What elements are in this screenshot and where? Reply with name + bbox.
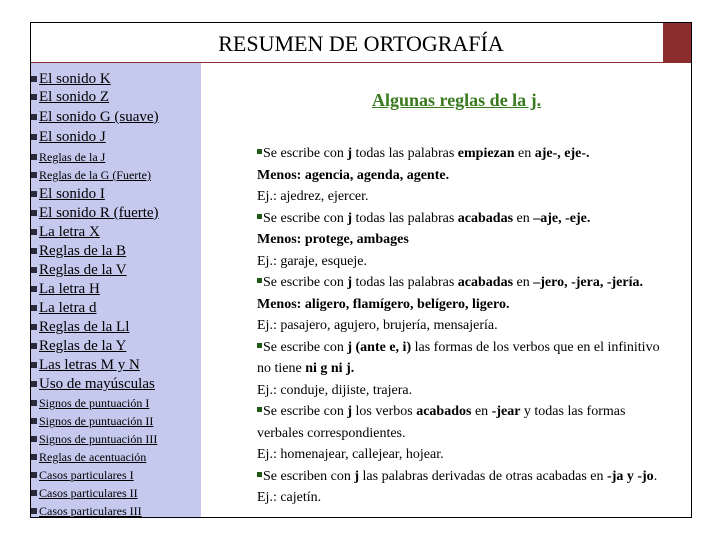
rule-text: acabados [416, 404, 472, 419]
sidebar-item[interactable] [31, 281, 100, 298]
sidebar-link[interactable]: El sonido I [39, 186, 105, 202]
rule-1-example: Ej.: ajedrez, ejercer. [257, 189, 369, 204]
sidebar-link[interactable]: Signos de puntuación I [39, 396, 150, 410]
rule-text: Se escribe con [263, 210, 348, 226]
sidebar-link[interactable]: El sonido J [39, 129, 106, 145]
bullet-icon [31, 134, 37, 140]
bullet-icon [31, 154, 37, 160]
rule-3-exceptions: Menos: aligero, flamígero, belígero, ligero. [257, 296, 510, 312]
bullet-icon [31, 305, 37, 311]
sidebar-link[interactable]: La letra d [39, 300, 97, 316]
rule-text: en [514, 146, 535, 161]
sidebar-item[interactable] [31, 319, 129, 336]
rule-text: -ja y -jo [607, 468, 654, 484]
bullet-icon [31, 76, 37, 82]
bullet-icon [31, 248, 37, 254]
sidebar-link[interactable]: El sonido Z [39, 89, 109, 105]
sidebar-link[interactable]: Reglas de la V [39, 262, 127, 278]
bullet-icon [257, 472, 262, 477]
rule-1-exceptions: Menos: agencia, agenda, agente. [257, 167, 450, 183]
bullet-icon [31, 114, 37, 120]
rule-text: j [347, 275, 353, 290]
sidebar-link[interactable]: Reglas de la J [39, 150, 106, 164]
rule-text: empiezan [457, 146, 515, 161]
rule-text: los verbos [352, 404, 417, 419]
sidebar-item[interactable] [31, 150, 105, 165]
rule-1 [257, 143, 675, 165]
bullet-icon [31, 400, 37, 406]
rule-text: . Ej.: cajetín. [257, 468, 658, 505]
bullet-icon [257, 343, 262, 348]
rule-text: j (ante e, i) [347, 339, 412, 355]
sidebar-item[interactable] [31, 129, 106, 146]
sidebar-link[interactable]: Signos de puntuación II [39, 414, 154, 428]
bullet-icon [31, 324, 37, 330]
sidebar-link[interactable]: Reglas de la G (Fuerte) [39, 168, 151, 182]
rule-text: las palabras derivadas de otras acabadas en [359, 468, 608, 484]
bullet-icon [257, 278, 262, 283]
sidebar-item[interactable] [31, 243, 126, 260]
rule-text: las formas de los verbos que en el infinitivo no tiene [257, 339, 660, 376]
bullet-icon [31, 454, 37, 460]
rule-text: Se escribe con [263, 404, 348, 419]
sidebar-link[interactable]: Reglas de la B [39, 243, 127, 259]
rule-text: Se escriben con [263, 468, 355, 484]
sidebar-item[interactable] [31, 432, 157, 447]
sidebar-link[interactable]: Casos particulares II [39, 486, 138, 500]
sidebar-item[interactable] [31, 468, 134, 483]
rule-text: todas las palabras [352, 146, 458, 161]
rule-text: j [347, 146, 353, 161]
bullet-icon [257, 149, 262, 154]
sidebar-item[interactable] [31, 414, 153, 429]
content-heading: Algunas reglas de la j. [372, 90, 542, 110]
sidebar-item[interactable] [31, 338, 126, 355]
sidebar-link[interactable]: Casos particulares I [39, 468, 134, 482]
sidebar-item[interactable] [31, 262, 127, 279]
sidebar-link[interactable]: El sonido G (suave) [39, 109, 159, 125]
slide-title: RESUMEN DE ORTOGRAFÍA [218, 31, 504, 56]
rule-3-example: Ej.: pasajero, agujero, brujería, mensajería. [257, 318, 498, 333]
rule-text: Se escribe con [263, 339, 348, 355]
bullet-icon [31, 172, 37, 178]
sidebar-item[interactable] [31, 486, 138, 501]
sidebar-link[interactable]: Casos particulares III [39, 504, 142, 518]
rule-6 [257, 466, 675, 509]
rule-text: acabadas [457, 275, 514, 290]
sidebar-item[interactable] [31, 109, 159, 126]
rule-text: –aje, -eje. [533, 210, 591, 226]
rule-text: acabadas [457, 210, 514, 226]
sidebar-item[interactable] [31, 357, 140, 374]
bullet-icon [31, 436, 37, 442]
sidebar-link[interactable]: Signos de puntuación III [39, 432, 158, 446]
sidebar-link[interactable]: Reglas de la Y [39, 338, 127, 354]
bullet-icon [31, 267, 37, 273]
rule-text: j [347, 210, 353, 226]
sidebar-item[interactable] [31, 300, 96, 317]
bullet-icon [31, 229, 37, 235]
rule-text: –jero, -jera, -jería. [533, 275, 643, 290]
bullet-icon [31, 381, 37, 387]
rule-5 [257, 401, 675, 444]
sidebar-item[interactable] [31, 450, 146, 465]
bullet-icon [31, 286, 37, 292]
sidebar-item[interactable] [31, 186, 105, 203]
rule-text: Se escribe con [263, 275, 348, 290]
rule-4 [257, 337, 675, 380]
rule-text: en [471, 404, 492, 419]
rule-text: en [513, 210, 534, 226]
sidebar-item[interactable] [31, 205, 159, 222]
rule-text: todas las palabras [352, 275, 458, 290]
rule-2-exceptions: Menos: protege, ambages [257, 232, 409, 247]
sidebar-link[interactable]: Las letras M y N [39, 357, 140, 373]
sidebar-link[interactable]: Reglas de la Ll [39, 319, 130, 335]
sidebar-link[interactable]: El sonido R (fuerte) [39, 205, 159, 221]
sidebar-item[interactable] [31, 89, 109, 106]
sidebar-item[interactable] [31, 71, 111, 88]
rule-2-example: Ej.: garaje, esqueje. [257, 253, 368, 269]
rule-text: y todas las formas verbales correspondientes. [257, 404, 626, 441]
rule-4-example: Ej.: conduje, dijiste, trajera. [257, 382, 413, 398]
sidebar-link[interactable]: Reglas de acentuación [39, 450, 147, 464]
bullet-icon [31, 362, 37, 368]
sidebar-item[interactable] [31, 376, 155, 393]
sidebar-link[interactable]: La letra X [39, 224, 100, 240]
title-accent-box [663, 23, 691, 63]
rule-text: Se escribe con [263, 146, 348, 161]
rule-text: todas las palabras [352, 210, 458, 226]
bullet-icon [257, 214, 262, 219]
rule-5-example: Ej.: homenajear, callejear, hojear. [257, 447, 444, 462]
bullet-icon [31, 490, 37, 496]
rules-content [257, 143, 675, 509]
sidebar-link[interactable]: La letra H [39, 281, 100, 297]
rule-2 [257, 208, 675, 230]
bullet-icon [31, 472, 37, 478]
rule-text: j [354, 468, 360, 484]
rule-text: en [513, 275, 534, 290]
bullet-icon [31, 210, 37, 216]
bullet-icon [31, 508, 37, 514]
sidebar-item[interactable] [31, 396, 149, 411]
sidebar-item[interactable] [31, 224, 100, 241]
sidebar-link[interactable]: El sonido K [39, 71, 111, 87]
title-bar [31, 23, 691, 63]
rule-text: -jear [491, 404, 521, 419]
rule-text: j [347, 404, 353, 419]
bullet-icon [257, 407, 262, 412]
rule-text: aje-, eje-. [534, 146, 590, 161]
sidebar-link[interactable]: Uso de mayúsculas [39, 376, 155, 392]
bullet-icon [31, 191, 37, 197]
bullet-icon [31, 94, 37, 100]
sidebar-item[interactable] [31, 504, 142, 519]
rule-text: ni g ni j. [305, 361, 355, 376]
bullet-icon [31, 343, 37, 349]
bullet-icon [31, 418, 37, 424]
rule-3 [257, 272, 675, 315]
sidebar-item[interactable] [31, 168, 151, 183]
